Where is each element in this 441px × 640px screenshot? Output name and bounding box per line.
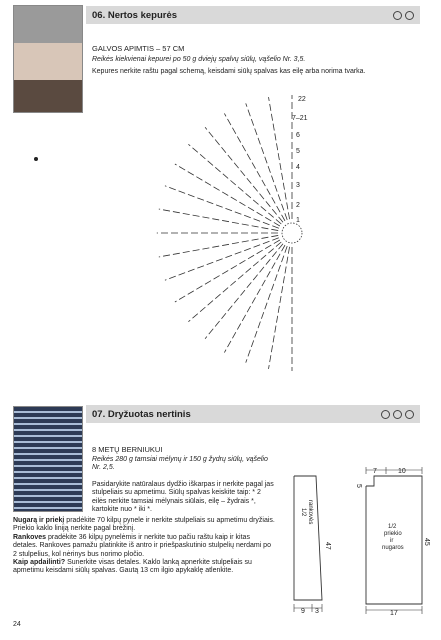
body-schematic bbox=[352, 464, 432, 618]
instructions-text: Kepures nerkite raštu pagal schemą, keisdami siūlų spalvas kas eilę arba norima tvarka. bbox=[92, 68, 366, 75]
schematic-label: 1/2 bbox=[300, 508, 306, 517]
difficulty-icon bbox=[393, 11, 402, 20]
paragraph-text: pradėkite 70 kilpų pynele ir nerkite stulpeliais su apmetimu dryžiais. Priekio kaklo liniją nerkite pagal brėžinį. bbox=[13, 517, 275, 533]
difficulty-icon bbox=[405, 11, 414, 20]
schematic-label: nugaros bbox=[382, 545, 404, 551]
sleeve-schematic bbox=[280, 468, 340, 618]
stitch-ray bbox=[159, 235, 278, 257]
dim-label: 9 bbox=[301, 608, 305, 615]
row-label: 4 bbox=[296, 164, 300, 171]
section-title: 06. Nertos kepurės bbox=[92, 9, 178, 21]
instructions-block bbox=[13, 517, 275, 576]
row-label: 2 bbox=[296, 202, 300, 209]
paragraph-text: pradėkite 36 kilpų pynelėmis ir nerkite tuo pačiu raštu kaip ir kitas detales. Rankoves pamažu platinkite iš antro ir priešpaskutinio stulpelių nerdami po 2 stulpelius, kol nėrinys bus norimo pločio. bbox=[13, 533, 271, 558]
row-label: 22 bbox=[298, 96, 306, 103]
section-header-07 bbox=[86, 405, 420, 423]
paragraph-label: Nugarą ir priekį bbox=[13, 517, 65, 524]
size-line: GALVOS APIMTIS – 57 CM bbox=[92, 44, 185, 53]
sweater-photo bbox=[13, 406, 83, 512]
section-header-06 bbox=[86, 6, 420, 24]
stitch-ray bbox=[205, 127, 283, 222]
schematic-label: priekio bbox=[384, 531, 402, 537]
dim-label: 7 bbox=[373, 468, 377, 475]
row-label: 7–21 bbox=[292, 115, 308, 122]
intro-text: Pasidarykite natūralaus dydžio iškarpas ir nerkite pagal jas stulpeliais su apmetimu. Siūlų spalvas keiskite taip: * 2 eilės nerkite tamsiai mėlynais siūlais, eilę – žydrais *, kartokite nuo * iki *. bbox=[92, 481, 274, 514]
stitch-ray bbox=[159, 209, 278, 231]
stitch-ray bbox=[269, 97, 290, 219]
schematic-label: ir bbox=[390, 538, 394, 544]
difficulty-icon bbox=[381, 410, 390, 419]
row-label: 1 bbox=[296, 217, 300, 224]
schematic-label: 1/2 bbox=[388, 524, 397, 530]
stitch-ray bbox=[269, 247, 290, 369]
dim-label: 17 bbox=[390, 610, 398, 617]
hat-photo bbox=[13, 5, 83, 113]
size-line: 8 METŲ BERNIUKUI bbox=[92, 445, 163, 454]
row-label: 3 bbox=[296, 182, 300, 189]
crochet-chart bbox=[140, 85, 320, 395]
row-label: 6 bbox=[296, 132, 300, 139]
bullet-dot bbox=[34, 157, 38, 161]
difficulty-icon bbox=[393, 410, 402, 419]
page-number: 24 bbox=[13, 621, 21, 628]
paragraph-label: Kaip apdailinti? bbox=[13, 559, 66, 567]
dim-label: 47 bbox=[324, 542, 331, 550]
row-label: 5 bbox=[296, 148, 300, 155]
stitch-ray bbox=[205, 244, 283, 339]
materials-text: Reikės kiekvienai kepurei po 50 g dviejų spalvų siūlų, vąšelio Nr. 3,5. bbox=[92, 56, 306, 63]
schematic-label: rankovės bbox=[307, 500, 313, 525]
dim-label: 10 bbox=[398, 468, 406, 475]
difficulty-icon bbox=[405, 410, 414, 419]
paragraph-label: Rankoves bbox=[13, 533, 47, 541]
paragraph-text: Sunerkite visas detales. Kaklo lanką apnerkite stulpeliais su apmetimu keisdami siūlų spalvas. Gautą 13 cm ilgio apykaklę atlenkite. bbox=[13, 559, 252, 575]
dim-label: 5 bbox=[355, 484, 362, 488]
dim-label: 3 bbox=[315, 608, 319, 615]
dim-label: 45 bbox=[423, 538, 430, 546]
materials-text: Reikės 280 g tamsiai mėlynų ir 150 g žydrų siūlų, vąšelio Nr. 2,5. bbox=[92, 456, 268, 472]
section-title: 07. Dryžuotas nertinis bbox=[92, 408, 191, 420]
